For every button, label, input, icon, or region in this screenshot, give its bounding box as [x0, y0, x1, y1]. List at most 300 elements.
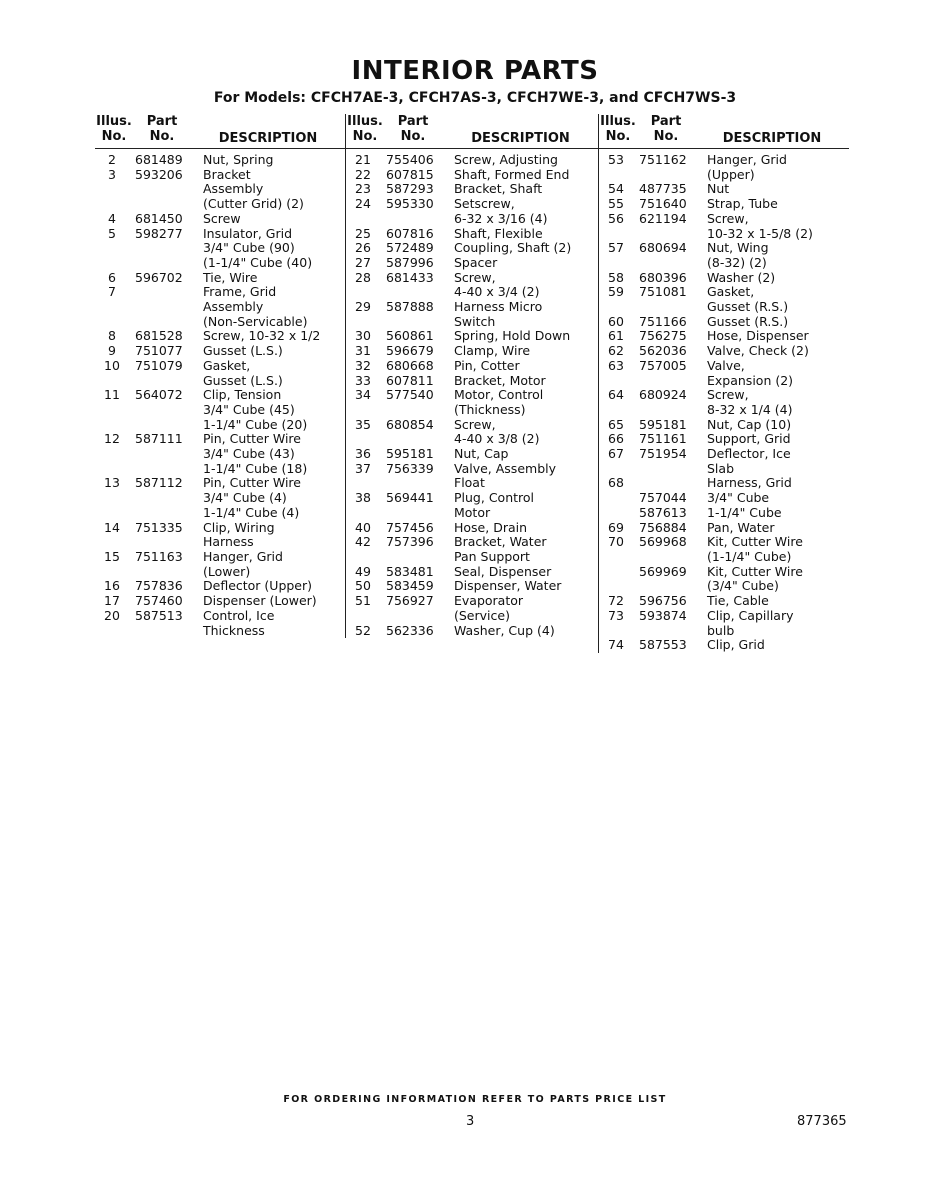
illus-number: 28	[355, 269, 371, 285]
illus-number: 53	[608, 152, 624, 167]
illus-number: 16	[104, 578, 120, 594]
part-row	[346, 285, 599, 300]
part-row	[599, 624, 849, 639]
part-number: 751163	[135, 548, 183, 564]
part-number: 577540	[386, 387, 434, 403]
part-number: 751640	[639, 196, 687, 212]
part-description: Kit, Cutter Wire	[707, 535, 803, 550]
header-divider	[599, 148, 849, 149]
part-description: Screw,	[707, 388, 749, 403]
illus-number: 26	[355, 240, 371, 256]
part-row	[95, 153, 345, 168]
part-number: 569441	[386, 490, 434, 506]
part-description: bulb	[707, 623, 735, 638]
part-description: Harness, Grid	[707, 476, 792, 491]
illus-number	[95, 197, 129, 212]
part-description: (Cutter Grid) (2)	[203, 197, 304, 212]
part-row	[346, 153, 599, 168]
header-description: DESCRIPTION	[722, 131, 822, 146]
part-description: Dispenser (Lower)	[203, 594, 317, 609]
part-number	[129, 285, 191, 300]
part-row	[599, 476, 849, 491]
part-description: Hanger, Grid	[707, 153, 787, 167]
part-row	[95, 535, 345, 550]
page-title: INTERIOR PARTS	[351, 56, 599, 86]
illus-number	[599, 550, 633, 565]
part-number	[380, 609, 442, 624]
illus-number: 27	[355, 254, 371, 270]
part-description: 3/4" Cube	[707, 491, 770, 506]
part-number: 583459	[386, 578, 434, 594]
part-row	[599, 388, 849, 403]
part-row	[599, 197, 849, 212]
part-number: 560861	[386, 328, 434, 344]
part-description: Harness	[203, 535, 254, 550]
part-number	[380, 506, 442, 521]
part-description: (3/4" Cube)	[707, 579, 779, 594]
part-row	[599, 153, 849, 168]
part-row	[95, 197, 345, 212]
illus-number	[95, 418, 129, 433]
part-description: 4-40 x 3/8 (2)	[454, 432, 540, 447]
illus-number	[95, 300, 129, 315]
illus-number: 7	[108, 284, 116, 300]
illus-number: 25	[355, 225, 371, 241]
part-row	[346, 609, 599, 624]
illus-number	[95, 403, 129, 418]
part-number: 595181	[639, 416, 687, 432]
illus-number: 61	[608, 328, 624, 344]
part-description: Dispenser, Water	[454, 579, 562, 594]
header-part-line1: Part	[650, 114, 682, 129]
part-number	[129, 197, 191, 212]
illus-number: 54	[608, 181, 624, 197]
part-number: 607816	[386, 225, 434, 241]
illus-number	[95, 447, 129, 462]
part-description: 6-32 x 3/16 (4)	[454, 211, 548, 226]
illus-number: 23	[355, 181, 371, 197]
ordering-info-footer: FOR ORDERING INFORMATION REFER TO PARTS PRICE LIST	[283, 1094, 667, 1105]
illus-number: 62	[608, 343, 624, 359]
part-row	[95, 521, 345, 536]
part-row	[95, 329, 345, 344]
part-number: 562036	[639, 343, 687, 359]
part-row	[599, 300, 849, 315]
part-row	[346, 535, 599, 550]
part-description: Hose, Drain	[454, 520, 528, 535]
part-number: 569968	[639, 534, 687, 550]
part-description: Shaft, Formed End	[454, 167, 570, 182]
part-description: Evaporator	[454, 594, 524, 609]
part-number: 595181	[386, 446, 434, 462]
part-description: 3/4" Cube (45)	[203, 402, 295, 417]
part-description: Clip, Wiring	[203, 520, 275, 535]
illus-number: 10	[104, 357, 120, 373]
part-description: 1-1/4" Cube	[707, 505, 782, 520]
part-row	[599, 565, 849, 580]
part-row	[346, 168, 599, 183]
part-row	[599, 315, 849, 330]
illus-number	[95, 315, 129, 330]
part-row	[95, 565, 345, 580]
part-row	[346, 447, 599, 462]
illus-number: 8	[108, 328, 116, 344]
header-part-line1: Part	[146, 114, 178, 129]
part-number: 587112	[135, 475, 183, 491]
part-description: Valve,	[707, 358, 745, 373]
part-description: Nut, Cap (10)	[707, 417, 792, 432]
illus-number: 70	[608, 534, 624, 550]
part-number: 587553	[639, 637, 687, 653]
illus-number: 30	[355, 328, 371, 344]
part-description: Slab	[707, 461, 735, 476]
part-number	[380, 315, 442, 330]
part-description: 3/4" Cube (4)	[203, 491, 287, 506]
part-description: Valve, Check (2)	[707, 344, 809, 359]
part-number: 756339	[386, 460, 434, 476]
part-row	[599, 535, 849, 550]
part-description: Tie, Wire	[203, 270, 258, 285]
part-description: Bracket, Motor	[454, 373, 546, 388]
part-row	[95, 491, 345, 506]
part-row	[346, 550, 599, 565]
part-number: 587111	[135, 431, 183, 447]
part-description: Screw, Adjusting	[454, 153, 558, 167]
part-row	[599, 521, 849, 536]
illus-number: 29	[355, 299, 371, 315]
part-row	[95, 344, 345, 359]
part-number	[129, 624, 191, 639]
illus-number: 51	[355, 593, 371, 609]
part-row	[346, 624, 599, 639]
part-number: 621194	[639, 210, 687, 226]
part-description: Harness Micro	[454, 300, 543, 315]
illus-number	[599, 300, 633, 315]
illus-number	[346, 550, 380, 565]
part-description: Insulator, Grid	[203, 226, 293, 241]
part-number: 595330	[386, 196, 434, 212]
part-number: 681450	[135, 210, 183, 226]
part-description: Screw, 10-32 x 1/2	[203, 329, 321, 344]
part-row	[599, 418, 849, 433]
part-description: Gusset (L.S.)	[203, 373, 283, 388]
part-number: 751161	[639, 431, 687, 447]
part-number	[380, 476, 442, 491]
part-description: Strap, Tube	[707, 197, 778, 212]
part-row	[599, 462, 849, 477]
part-row	[95, 227, 345, 242]
part-number	[129, 241, 191, 256]
part-description: Motor	[454, 505, 491, 520]
part-number	[129, 447, 191, 462]
part-number: 757044	[639, 490, 687, 506]
part-number	[380, 285, 442, 300]
illus-number: 17	[104, 593, 120, 609]
part-description: Pan Support	[454, 549, 530, 564]
part-description: (Thickness)	[454, 402, 526, 417]
part-number: 757836	[135, 578, 183, 594]
part-number: 751166	[639, 313, 687, 329]
header-part-line2: No.	[149, 129, 175, 144]
part-description: Screw	[203, 211, 241, 226]
part-description: Assembly	[203, 182, 264, 197]
illus-number	[346, 476, 380, 491]
part-number	[129, 315, 191, 330]
part-number	[129, 462, 191, 477]
part-number: 680694	[639, 240, 687, 256]
part-description: Valve, Assembly	[454, 461, 556, 476]
part-number	[129, 182, 191, 197]
illus-number: 33	[355, 372, 371, 388]
part-row	[95, 447, 345, 462]
part-number: 751954	[639, 446, 687, 462]
part-row	[346, 565, 599, 580]
parts-column-3	[598, 114, 849, 653]
part-description: (1-1/4" Cube)	[707, 549, 792, 564]
illus-number	[95, 374, 129, 389]
part-description: Gasket,	[707, 285, 755, 300]
header-illus-line2: No.	[605, 129, 631, 144]
part-row	[346, 271, 599, 286]
illus-number: 57	[608, 240, 624, 256]
illus-number: 11	[104, 387, 120, 403]
part-number: 757456	[386, 519, 434, 535]
part-description: Clip, Grid	[707, 638, 765, 653]
part-row	[346, 506, 599, 521]
part-number	[129, 256, 191, 271]
part-description: Switch	[454, 314, 496, 329]
parts-list	[95, 153, 345, 638]
part-description: (Service)	[454, 608, 510, 623]
part-number: 751081	[639, 284, 687, 300]
part-row	[95, 462, 345, 477]
parts-column-1	[95, 114, 345, 638]
illus-number: 9	[108, 343, 116, 359]
part-row	[95, 476, 345, 491]
part-row	[346, 182, 599, 197]
header-description: DESCRIPTION	[218, 131, 318, 146]
part-row	[599, 579, 849, 594]
part-row	[599, 256, 849, 271]
part-row	[346, 227, 599, 242]
part-description: Pan, Water	[707, 520, 775, 535]
part-description: Thickness	[203, 623, 265, 638]
header-part-line2: No.	[400, 129, 426, 144]
illus-number	[599, 624, 633, 639]
part-row	[95, 403, 345, 418]
part-number	[129, 418, 191, 433]
part-row	[95, 550, 345, 565]
illus-number	[346, 285, 380, 300]
illus-number: 69	[608, 519, 624, 535]
part-description: 1-1/4" Cube (18)	[203, 461, 308, 476]
part-row	[599, 594, 849, 609]
part-row	[95, 168, 345, 183]
part-number: 756927	[386, 593, 434, 609]
illus-number: 49	[355, 563, 371, 579]
part-row	[346, 388, 599, 403]
part-description: Seal, Dispenser	[454, 564, 552, 579]
part-row	[95, 432, 345, 447]
part-row	[599, 241, 849, 256]
illus-number: 55	[608, 196, 624, 212]
part-description: Gusset (L.S.)	[203, 344, 283, 359]
part-number	[633, 227, 695, 242]
part-description: Kit, Cutter Wire	[707, 564, 803, 579]
column-header	[95, 114, 345, 148]
illus-number: 50	[355, 578, 371, 594]
header-divider	[95, 148, 345, 149]
part-number: 757396	[386, 534, 434, 550]
part-number: 681433	[386, 269, 434, 285]
part-row	[599, 447, 849, 462]
part-row	[95, 594, 345, 609]
part-row	[95, 256, 345, 271]
part-row	[346, 403, 599, 418]
illus-number	[95, 241, 129, 256]
part-description: Hose, Dispenser	[707, 329, 809, 344]
part-row	[346, 374, 599, 389]
part-number: 607815	[386, 166, 434, 182]
column-header	[346, 114, 599, 148]
illus-number	[599, 565, 633, 580]
part-row	[346, 300, 599, 315]
part-number: 751335	[135, 519, 183, 535]
part-description: 4-40 x 3/4 (2)	[454, 285, 540, 300]
header-illus-line1: Illus.	[347, 114, 383, 129]
illus-number	[95, 256, 129, 271]
illus-number: 66	[608, 431, 624, 447]
illus-number: 73	[608, 607, 624, 623]
part-number	[129, 491, 191, 506]
part-row	[599, 227, 849, 242]
part-row	[346, 521, 599, 536]
part-row	[599, 285, 849, 300]
part-description: (1-1/4" Cube (40)	[203, 255, 313, 270]
part-number: 572489	[386, 240, 434, 256]
column-header	[599, 114, 849, 148]
part-description: Assembly	[203, 300, 264, 315]
part-description: Gusset (R.S.)	[707, 300, 789, 315]
part-description: 8-32 x 1/4 (4)	[707, 402, 793, 417]
part-row	[95, 579, 345, 594]
illus-number	[95, 535, 129, 550]
part-row	[95, 506, 345, 521]
illus-number	[346, 432, 380, 447]
part-number: 587996	[386, 254, 434, 270]
part-description: Tie, Cable	[707, 594, 769, 609]
part-row	[599, 271, 849, 286]
part-description: Screw,	[454, 417, 496, 432]
part-number: 593874	[639, 607, 687, 623]
part-description: Deflector, Ice	[707, 447, 791, 462]
part-number: 564072	[135, 387, 183, 403]
part-row	[346, 344, 599, 359]
part-number: 681489	[135, 152, 183, 167]
illus-number: 65	[608, 416, 624, 432]
part-row	[346, 241, 599, 256]
illus-number: 13	[104, 475, 120, 491]
part-row	[599, 182, 849, 197]
part-description: Washer, Cup (4)	[454, 623, 555, 638]
part-number	[633, 624, 695, 639]
part-description: Frame, Grid	[203, 285, 277, 300]
part-row	[346, 579, 599, 594]
illus-number	[599, 168, 633, 183]
part-number: 751079	[135, 357, 183, 373]
illus-number: 67	[608, 446, 624, 462]
part-number	[129, 506, 191, 521]
header-illus-line2: No.	[352, 129, 378, 144]
part-number	[633, 256, 695, 271]
illus-number	[599, 374, 633, 389]
part-description: Pin, Cotter	[454, 358, 520, 373]
part-description: 1-1/4" Cube (20)	[203, 417, 308, 432]
illus-number	[346, 212, 380, 227]
illus-number: 24	[355, 196, 371, 212]
illus-number	[599, 506, 633, 521]
part-description: 1-1/4" Cube (4)	[203, 505, 300, 520]
part-row	[599, 491, 849, 506]
illus-number: 52	[355, 622, 371, 638]
part-description: Shaft, Flexible	[454, 226, 543, 241]
part-number	[633, 550, 695, 565]
illus-number: 38	[355, 490, 371, 506]
header-description: DESCRIPTION	[471, 131, 570, 146]
part-description: Pin, Cutter Wire	[203, 432, 301, 447]
part-row	[346, 462, 599, 477]
header-part-line1: Part	[397, 114, 429, 129]
part-row	[599, 550, 849, 565]
part-number	[129, 535, 191, 550]
part-row	[95, 182, 345, 197]
part-row	[599, 374, 849, 389]
part-number: 757460	[135, 593, 183, 609]
illus-number	[95, 462, 129, 477]
part-row	[346, 329, 599, 344]
illus-number	[346, 403, 380, 418]
part-row	[95, 359, 345, 374]
part-description: Bracket, Water	[454, 535, 547, 550]
part-description: Clamp, Wire	[454, 344, 531, 359]
illus-number: 64	[608, 387, 624, 403]
illus-number	[95, 624, 129, 639]
illus-number: 20	[104, 607, 120, 623]
part-number: 593206	[135, 166, 183, 182]
part-number	[380, 432, 442, 447]
header-illus-line1: Illus.	[600, 114, 636, 129]
part-description: 10-32 x 1-5/8 (2)	[707, 226, 813, 241]
part-row	[95, 609, 345, 624]
illus-number: 42	[355, 534, 371, 550]
header-illus-line1: Illus.	[96, 114, 132, 129]
part-number: 680668	[386, 357, 434, 373]
part-description: Bracket	[203, 167, 251, 182]
part-row	[346, 594, 599, 609]
part-row	[95, 300, 345, 315]
part-description: Nut, Wing	[707, 241, 769, 256]
part-row	[95, 271, 345, 286]
part-number: 756884	[639, 519, 687, 535]
part-number	[129, 374, 191, 389]
illus-number: 40	[355, 519, 371, 535]
illus-number: 15	[104, 548, 120, 564]
part-row	[346, 197, 599, 212]
part-description: Nut	[707, 182, 730, 197]
part-row	[95, 285, 345, 300]
part-description: Gasket,	[203, 358, 251, 373]
part-description: Motor, Control	[454, 388, 544, 403]
